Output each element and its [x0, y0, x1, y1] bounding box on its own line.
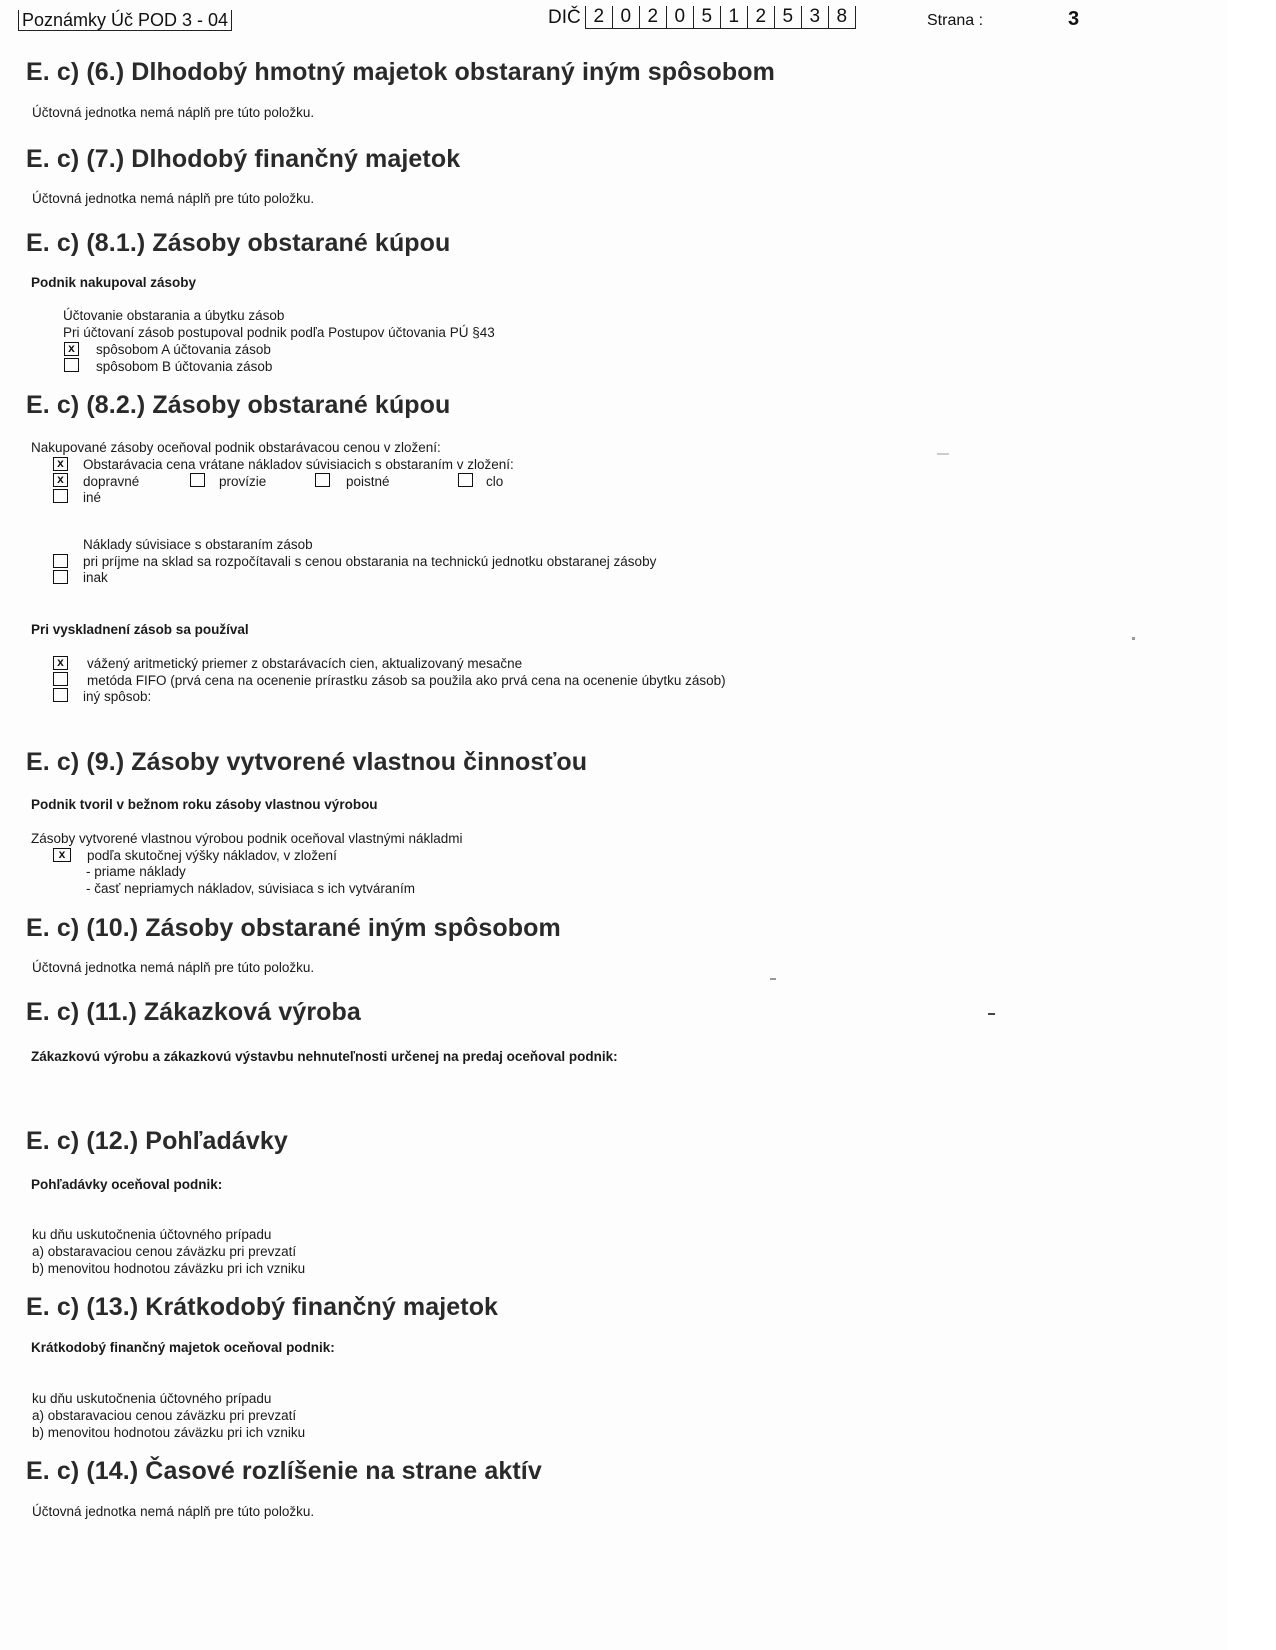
section-title-12: E. c) (12.) Pohľadávky	[26, 1127, 288, 1155]
text-line: ku dňu uskutočnenia účtovného prípadu	[32, 1391, 272, 1406]
dic-digit: 8	[828, 6, 856, 28]
text-line: Náklady súvisiace s obstaraním zásob	[83, 537, 313, 552]
checkbox-label: vážený aritmetický priemer z obstarávacích cien, aktualizovaný mesačne	[87, 656, 523, 671]
page-number: 3	[1068, 8, 1080, 30]
section-text-6: Účtovná jednotka nemá náplň pre túto položku.	[32, 105, 315, 120]
dic-cells	[585, 6, 856, 29]
list-item: - časť nepriamych nákladov, súvisiaca s ich vytváraním	[86, 881, 415, 896]
section-title-10: E. c) (10.) Zásoby obstarané iným spôsobom	[26, 914, 561, 942]
section-title-13: E. c) (13.) Krátkodobý finančný majetok	[26, 1293, 499, 1321]
checkbox-label: iný spôsob:	[83, 689, 152, 704]
dic-digit: 5	[693, 6, 720, 28]
checkbox-label: poistné	[346, 474, 390, 489]
dic-digit: 3	[801, 6, 828, 28]
section-subtitle-13: Krátkodobý finančný majetok oceňoval podnik:	[31, 1340, 335, 1355]
dic-digit: 5	[774, 6, 801, 28]
checkbox-label: spôsobom A účtovania zásob	[96, 342, 271, 357]
section-subtitle-12: Pohľadávky oceňoval podnik:	[31, 1177, 223, 1192]
checkbox-transport[interactable]: x	[53, 473, 68, 487]
dic-label: DIČ	[548, 7, 581, 28]
section-title-7: E. c) (7.) Dlhodobý finančný majetok	[26, 145, 461, 173]
section-subtitle-9: Podnik tvoril v bežnom roku zásoby vlastnou výrobou	[31, 797, 378, 812]
dic-digit: 2	[639, 6, 666, 28]
checkbox-weighted-average[interactable]: x	[53, 656, 68, 670]
checkbox-other-method[interactable]	[53, 688, 68, 702]
checkbox-commission[interactable]	[190, 473, 205, 487]
text-line: Účtovanie obstarania a úbytku zásob	[63, 308, 285, 323]
section-subtitle-issue: Pri vyskladnení zásob sa používal	[31, 622, 249, 637]
section-title-8-2: E. c) (8.2.) Zásoby obstarané kúpou	[26, 391, 451, 419]
form-label: Poznámky Úč POD 3 - 04	[18, 10, 232, 31]
text-line: Zásoby vytvorené vlastnou výrobou podnik oceňoval vlastnými nákladmi	[31, 831, 463, 846]
checkbox-method-b[interactable]	[64, 358, 79, 372]
dic-digit: 0	[666, 6, 693, 28]
checkbox-other[interactable]	[53, 489, 68, 503]
text-line: b) menovitou hodnotou záväzku pri ich vzniku	[32, 1425, 306, 1440]
section-title-14: E. c) (14.) Časové rozlíšenie na strane aktív	[26, 1457, 542, 1485]
section-text-7: Účtovná jednotka nemá náplň pre túto položku.	[32, 191, 315, 206]
scan-speck	[988, 1013, 995, 1015]
checkbox-purchase-cost[interactable]: x	[53, 457, 68, 471]
checkbox-label: podľa skutočnej výšky nákladov, v zložení	[87, 848, 337, 863]
dic-digit: 1	[720, 6, 747, 28]
section-text-10: Účtovná jednotka nemá náplň pre túto položku.	[32, 960, 315, 975]
checkbox-label: dopravné	[83, 474, 140, 489]
checkbox-method-a[interactable]: x	[64, 342, 79, 356]
checkbox-label: pri príjme na sklad sa rozpočítavali s cenou obstarania na technickú jednotku obstaranej zásoby	[83, 554, 657, 569]
dic-digit: 0	[612, 6, 639, 28]
checkbox-costs-other[interactable]	[53, 570, 68, 584]
text-line: Pri účtovaní zásob postupoval podnik podľa Postupov účtovania PÚ §43	[63, 325, 495, 340]
checkbox-costs-allocated[interactable]	[53, 554, 68, 568]
text-line: Nakupované zásoby oceňoval podnik obstarávacou cenou v zložení:	[31, 440, 441, 455]
checkbox-label: metóda FIFO (prvá cena na ocenenie prírastku zásob sa použila ako prvá cena na ocenenie úbytku zásob)	[87, 673, 726, 688]
checkbox-actual-costs[interactable]: x	[53, 848, 71, 862]
scan-speck	[1132, 637, 1135, 640]
checkbox-customs[interactable]	[458, 473, 473, 487]
page-label: Strana :	[927, 12, 984, 29]
checkbox-fifo[interactable]	[53, 672, 68, 686]
checkbox-label: spôsobom B účtovania zásob	[96, 359, 273, 374]
list-item: - priame náklady	[86, 864, 186, 879]
text-line: a) obstaravaciou cenou záväzku pri prevzatí	[32, 1244, 297, 1259]
checkbox-label: Obstarávacia cena vrátane nákladov súvisiacich s obstaraním v zložení:	[83, 457, 514, 472]
checkbox-label: iné	[83, 490, 102, 505]
checkbox-label: provízie	[219, 474, 267, 489]
text-line: ku dňu uskutočnenia účtovného prípadu	[32, 1227, 272, 1242]
section-title-8-1: E. c) (8.1.) Zásoby obstarané kúpou	[26, 229, 451, 257]
section-title-11: E. c) (11.) Zákazková výroba	[26, 998, 361, 1026]
checkbox-label: inak	[83, 570, 108, 585]
section-subtitle-11: Zákazkovú výrobu a zákazkovú výstavbu nehnuteľnosti určenej na predaj oceňoval podnik:	[31, 1049, 618, 1064]
dic-field	[548, 6, 856, 29]
scan-speck	[937, 453, 949, 455]
checkbox-insurance[interactable]	[315, 473, 330, 487]
text-line: b) menovitou hodnotou záväzku pri ich vzniku	[32, 1261, 306, 1276]
section-subtitle-8-1: Podnik nakupoval zásoby	[31, 275, 197, 290]
checkbox-label: clo	[486, 474, 504, 489]
text-line: a) obstaravaciou cenou záväzku pri prevzatí	[32, 1408, 297, 1423]
section-text-14: Účtovná jednotka nemá náplň pre túto položku.	[32, 1504, 315, 1519]
dic-digit: 2	[585, 6, 612, 28]
scan-speck	[770, 978, 776, 980]
section-title-6: E. c) (6.) Dlhodobý hmotný majetok obstaraný iným spôsobom	[26, 58, 775, 86]
section-title-9: E. c) (9.) Zásoby vytvorené vlastnou činnosťou	[26, 748, 588, 776]
dic-digit: 2	[747, 6, 774, 28]
